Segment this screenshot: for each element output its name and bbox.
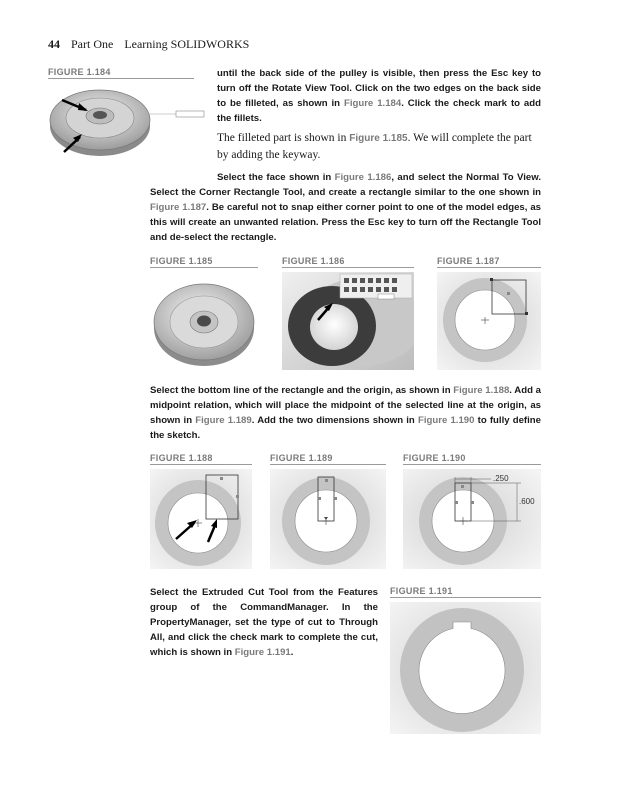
para4-text-c: . Add the two dimensions shown in [251,415,418,426]
para1-text-a: until the back side of the pulley is visible, then press the Esc key to turn off the Rotate View Tool. Click on the two edges on the back side to be filleted, as shown in [217,68,541,109]
paragraph-1 [217,66,541,126]
para3-text-a: Select the face shown in [217,172,335,183]
para4-figure-ref-2: Figure 1.189 [195,415,252,426]
figure-1-187-image [437,272,541,370]
para3-text-c: . Be careful not to snap either corner point to one of the model edges, as this will create an unwanted relation. Press the Esc key to turn off the Rectangle Tool and de-select the rectangle. [150,202,542,243]
figure-1-184-caption: FIGURE 1.184 [48,67,194,79]
figure-1-191-caption: FIGURE 1.191 [390,586,541,598]
para4-text-b: . Add a midpoint relation, which will place the midpoint of the selected line at the origin, as shown in [150,385,541,426]
para2-text-b: . We will complete the part by adding the keyway. [217,132,532,161]
figure-1-185-caption: FIGURE 1.185 [150,256,258,268]
dimension-600: .600 [519,497,535,506]
para3-figure-ref-2: Figure 1.187 [150,202,207,213]
paragraph-2 [217,130,543,163]
para4-figure-ref-3: Figure 1.190 [417,415,475,426]
figure-1-190-image [403,469,541,569]
para4-figure-ref-1: Figure 1.188 [453,385,510,396]
dimension-250: .250 [493,474,509,483]
paragraph-5 [150,585,378,660]
paragraph-3 [150,170,541,245]
para1-figure-ref: Figure 1.184 [343,98,402,109]
figure-1-190-caption: FIGURE 1.190 [403,453,541,465]
para5-text-b: . [290,647,294,658]
figure-1-191-image [390,602,541,734]
figure-1-189-image [270,469,386,569]
para3-text-b: , and select the Normal To View. Select the Corner Rectangle Tool, and create a rectangle similar to the one shown in [150,172,541,198]
figure-1-187-caption: FIGURE 1.187 [437,256,541,268]
figure-1-188-caption: FIGURE 1.188 [150,453,252,465]
para3-figure-ref-1: Figure 1.186 [334,172,392,183]
para4-text-d: to fully define the sketch. [150,415,541,441]
paragraph-4 [150,383,541,443]
para5-figure-ref: Figure 1.191 [234,647,291,658]
figure-1-189-caption: FIGURE 1.189 [270,453,386,465]
para2-figure-ref: Figure 1.185 [349,133,408,144]
para1-text-b: . Click the check mark to add the fillets. [217,98,541,124]
para2-text-a: The filleted part is shown in [217,132,350,144]
para4-text-a: Select the bottom line of the rectangle and the origin, as shown in [150,385,454,396]
figure-1-186-caption: FIGURE 1.186 [282,256,414,268]
page-header [48,37,249,52]
figure-1-186-image [282,272,414,370]
figure-1-188-image [150,469,252,569]
book-title: Learning SOLIDWORKS [124,37,250,51]
figure-1-185-image [150,272,258,370]
page-number: 44 [48,37,60,51]
para5-text-a: Select the Extruded Cut Tool from the Features group of the CommandManager. In the PropertyManager, set the type of cut to Through All, and click the check mark to complete the cut, which is shown in [150,587,378,658]
figure-1-184-image [48,82,208,167]
part-label: Part One [71,37,114,51]
